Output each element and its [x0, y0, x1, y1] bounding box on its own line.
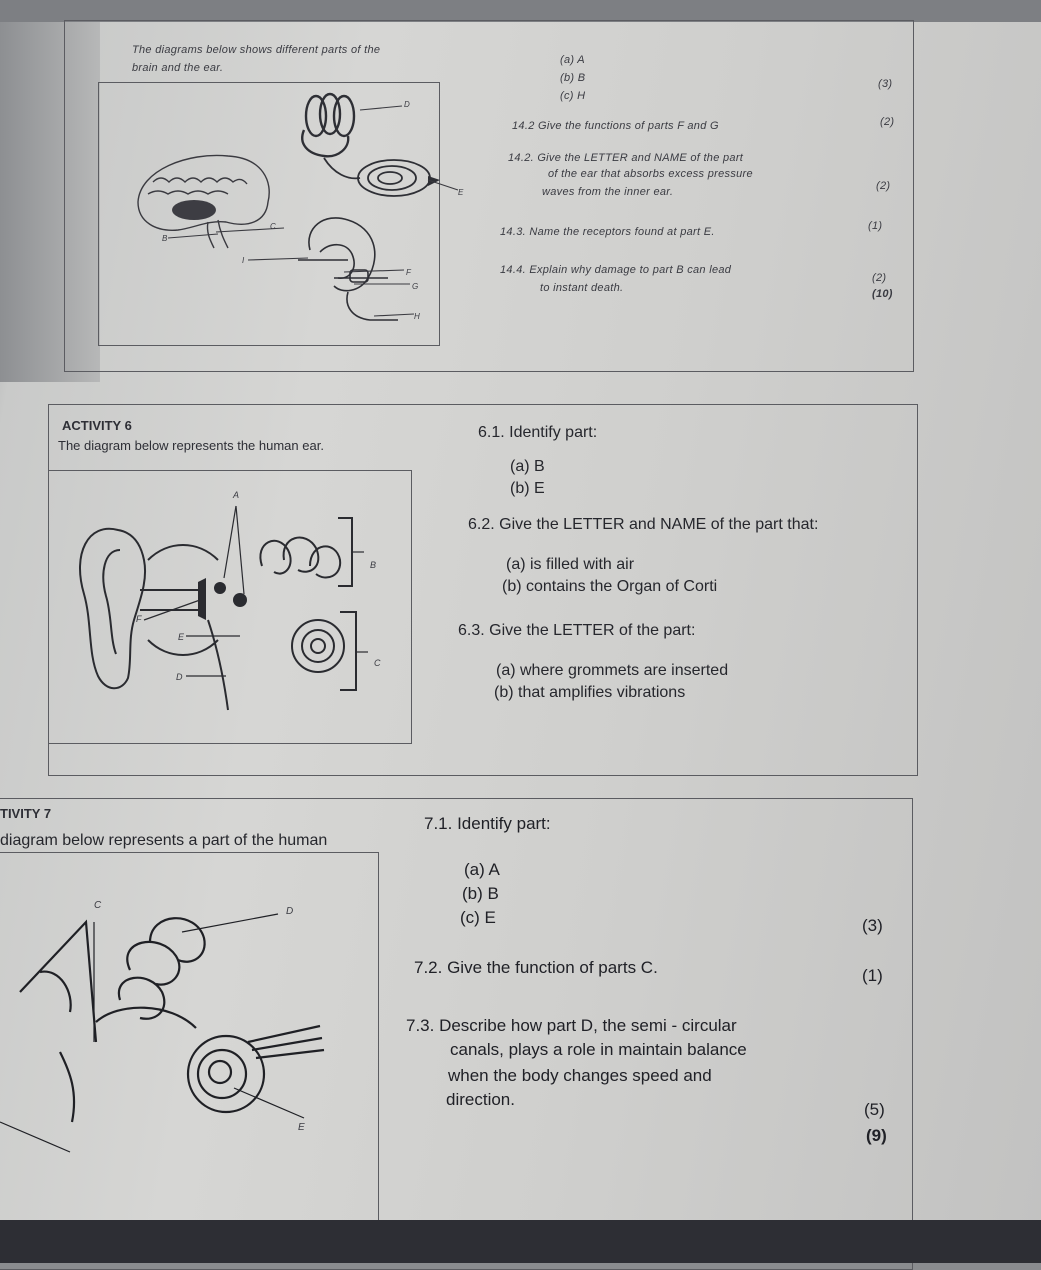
- question-6-3: 6.3. Give the LETTER of the part:: [458, 622, 696, 639]
- label-g: G: [412, 282, 419, 291]
- question-7-3: direction.: [446, 1090, 515, 1109]
- question-6-1a: (a) B: [510, 458, 545, 475]
- label-h: H: [414, 312, 421, 321]
- brain-ear-diagram: [98, 82, 438, 344]
- eustachian-tube: [208, 620, 228, 710]
- cochlea-inner: [311, 639, 325, 653]
- label-b: B: [162, 234, 168, 243]
- bottom-shadow: [0, 1220, 1041, 1263]
- label-e: E: [458, 188, 464, 197]
- question-7-3: 7.3. Describe how part D, the semi - circular: [406, 1016, 737, 1035]
- eardrum: [198, 578, 206, 620]
- label-e: E: [178, 632, 185, 642]
- question-7-1a: (a) A: [464, 860, 500, 879]
- question-7-3: canals, plays a role in maintain balance: [450, 1040, 747, 1059]
- label-c: C: [94, 900, 102, 911]
- semicircular-canals: [302, 94, 354, 156]
- marks-total: (10): [872, 288, 893, 300]
- ear-canal: [140, 590, 198, 610]
- ossicle: [233, 593, 247, 607]
- cerebellum: [172, 200, 216, 220]
- question-6-1b: (b) E: [510, 480, 545, 497]
- question-14-2b: 14.2. Give the LETTER and NAME of the part: [508, 152, 744, 164]
- question-6-2b: (b) contains the Organ of Corti: [502, 578, 718, 595]
- q-a: (a) A: [560, 54, 585, 66]
- semicircular-canal-2: [150, 918, 205, 962]
- brain-gyri: [148, 178, 247, 194]
- label-i: I: [242, 256, 245, 265]
- bracket-b: [338, 518, 352, 586]
- activity-6-title: ACTIVITY 6: [62, 418, 132, 433]
- label-d: D: [404, 100, 411, 109]
- label-b: B: [370, 560, 377, 570]
- activity-7-title: TIVITY 7: [0, 806, 52, 821]
- cochlea-middle: [198, 1050, 246, 1098]
- marks: (2): [880, 116, 895, 128]
- question-14-2b: of the ear that absorbs excess pressure: [548, 168, 753, 180]
- question-14-4: to instant death.: [540, 282, 624, 294]
- marks: (2): [872, 272, 887, 284]
- bracket-c: [340, 612, 356, 690]
- question-6-2: 6.2. Give the LETTER and NAME of the part that:: [468, 516, 819, 533]
- leader-lines: [0, 914, 304, 1152]
- marks: (3): [878, 78, 893, 90]
- semicircular-canal-3: [310, 546, 340, 577]
- ossicle: [214, 582, 226, 594]
- activity-6-intro: The diagram below represents the human ear.: [58, 438, 324, 453]
- question-7-1c: (c) E: [460, 908, 496, 927]
- question-14-4: 14.4. Explain why damage to part B can lead: [500, 264, 732, 276]
- label-d: D: [286, 906, 294, 917]
- marks: (3): [862, 916, 883, 935]
- inner-ear-diagram: [0, 852, 378, 1220]
- question-6-3a: (a) where grommets are inserted: [496, 662, 729, 679]
- label-a: A: [233, 490, 240, 500]
- pinna-inner: [103, 550, 120, 654]
- question-7-2: 7.2. Give the function of parts C.: [414, 958, 658, 977]
- intro-text: The diagrams below shows different parts of the: [132, 44, 381, 56]
- brain-outline: [138, 155, 269, 230]
- human-ear-diagram: [48, 470, 410, 742]
- question-7-1: 7.1. Identify part:: [424, 814, 551, 833]
- intro-text: brain and the ear.: [132, 62, 224, 74]
- activity-7-intro: diagram below represents a part of the human: [0, 832, 328, 849]
- q-b: (b) B: [560, 72, 586, 84]
- nerve-lines: [248, 1026, 324, 1058]
- cochlea: [324, 158, 430, 196]
- q-c: (c) H: [560, 90, 586, 102]
- label-c: C: [270, 222, 277, 231]
- marks: (1): [868, 220, 883, 232]
- round-window: [60, 1052, 74, 1122]
- label-c: C: [374, 658, 381, 668]
- question-7-3: when the body changes speed and: [448, 1066, 712, 1085]
- question-6-1: 6.1. Identify part:: [478, 424, 598, 441]
- top-shadow: [0, 0, 1041, 22]
- question-6-3b: (b) that amplifies vibrations: [494, 684, 686, 701]
- cochlea-outer: [292, 620, 344, 672]
- question-14-2a: 14.2 Give the functions of parts F and G: [512, 120, 719, 132]
- cochlea-middle: [302, 630, 334, 662]
- question-7-1b: (b) B: [462, 884, 499, 903]
- label-d: D: [176, 672, 183, 682]
- question-14-3: 14.3. Name the receptors found at part E.: [500, 226, 715, 238]
- label-e: E: [298, 1122, 305, 1133]
- marks-total: (9): [866, 1126, 887, 1145]
- marks: (2): [876, 180, 891, 192]
- marks: (1): [862, 966, 883, 985]
- cochlea-inner: [209, 1061, 231, 1083]
- ossicles: [20, 922, 96, 1042]
- lower-ear-drawing: [298, 218, 398, 320]
- label-f: F: [406, 268, 412, 277]
- question-14-2b: waves from the inner ear.: [542, 186, 674, 198]
- label-f: F: [136, 614, 142, 624]
- marks: (5): [864, 1100, 885, 1119]
- cochlea-outer: [188, 1036, 264, 1112]
- question-6-2a: (a) is filled with air: [506, 556, 635, 573]
